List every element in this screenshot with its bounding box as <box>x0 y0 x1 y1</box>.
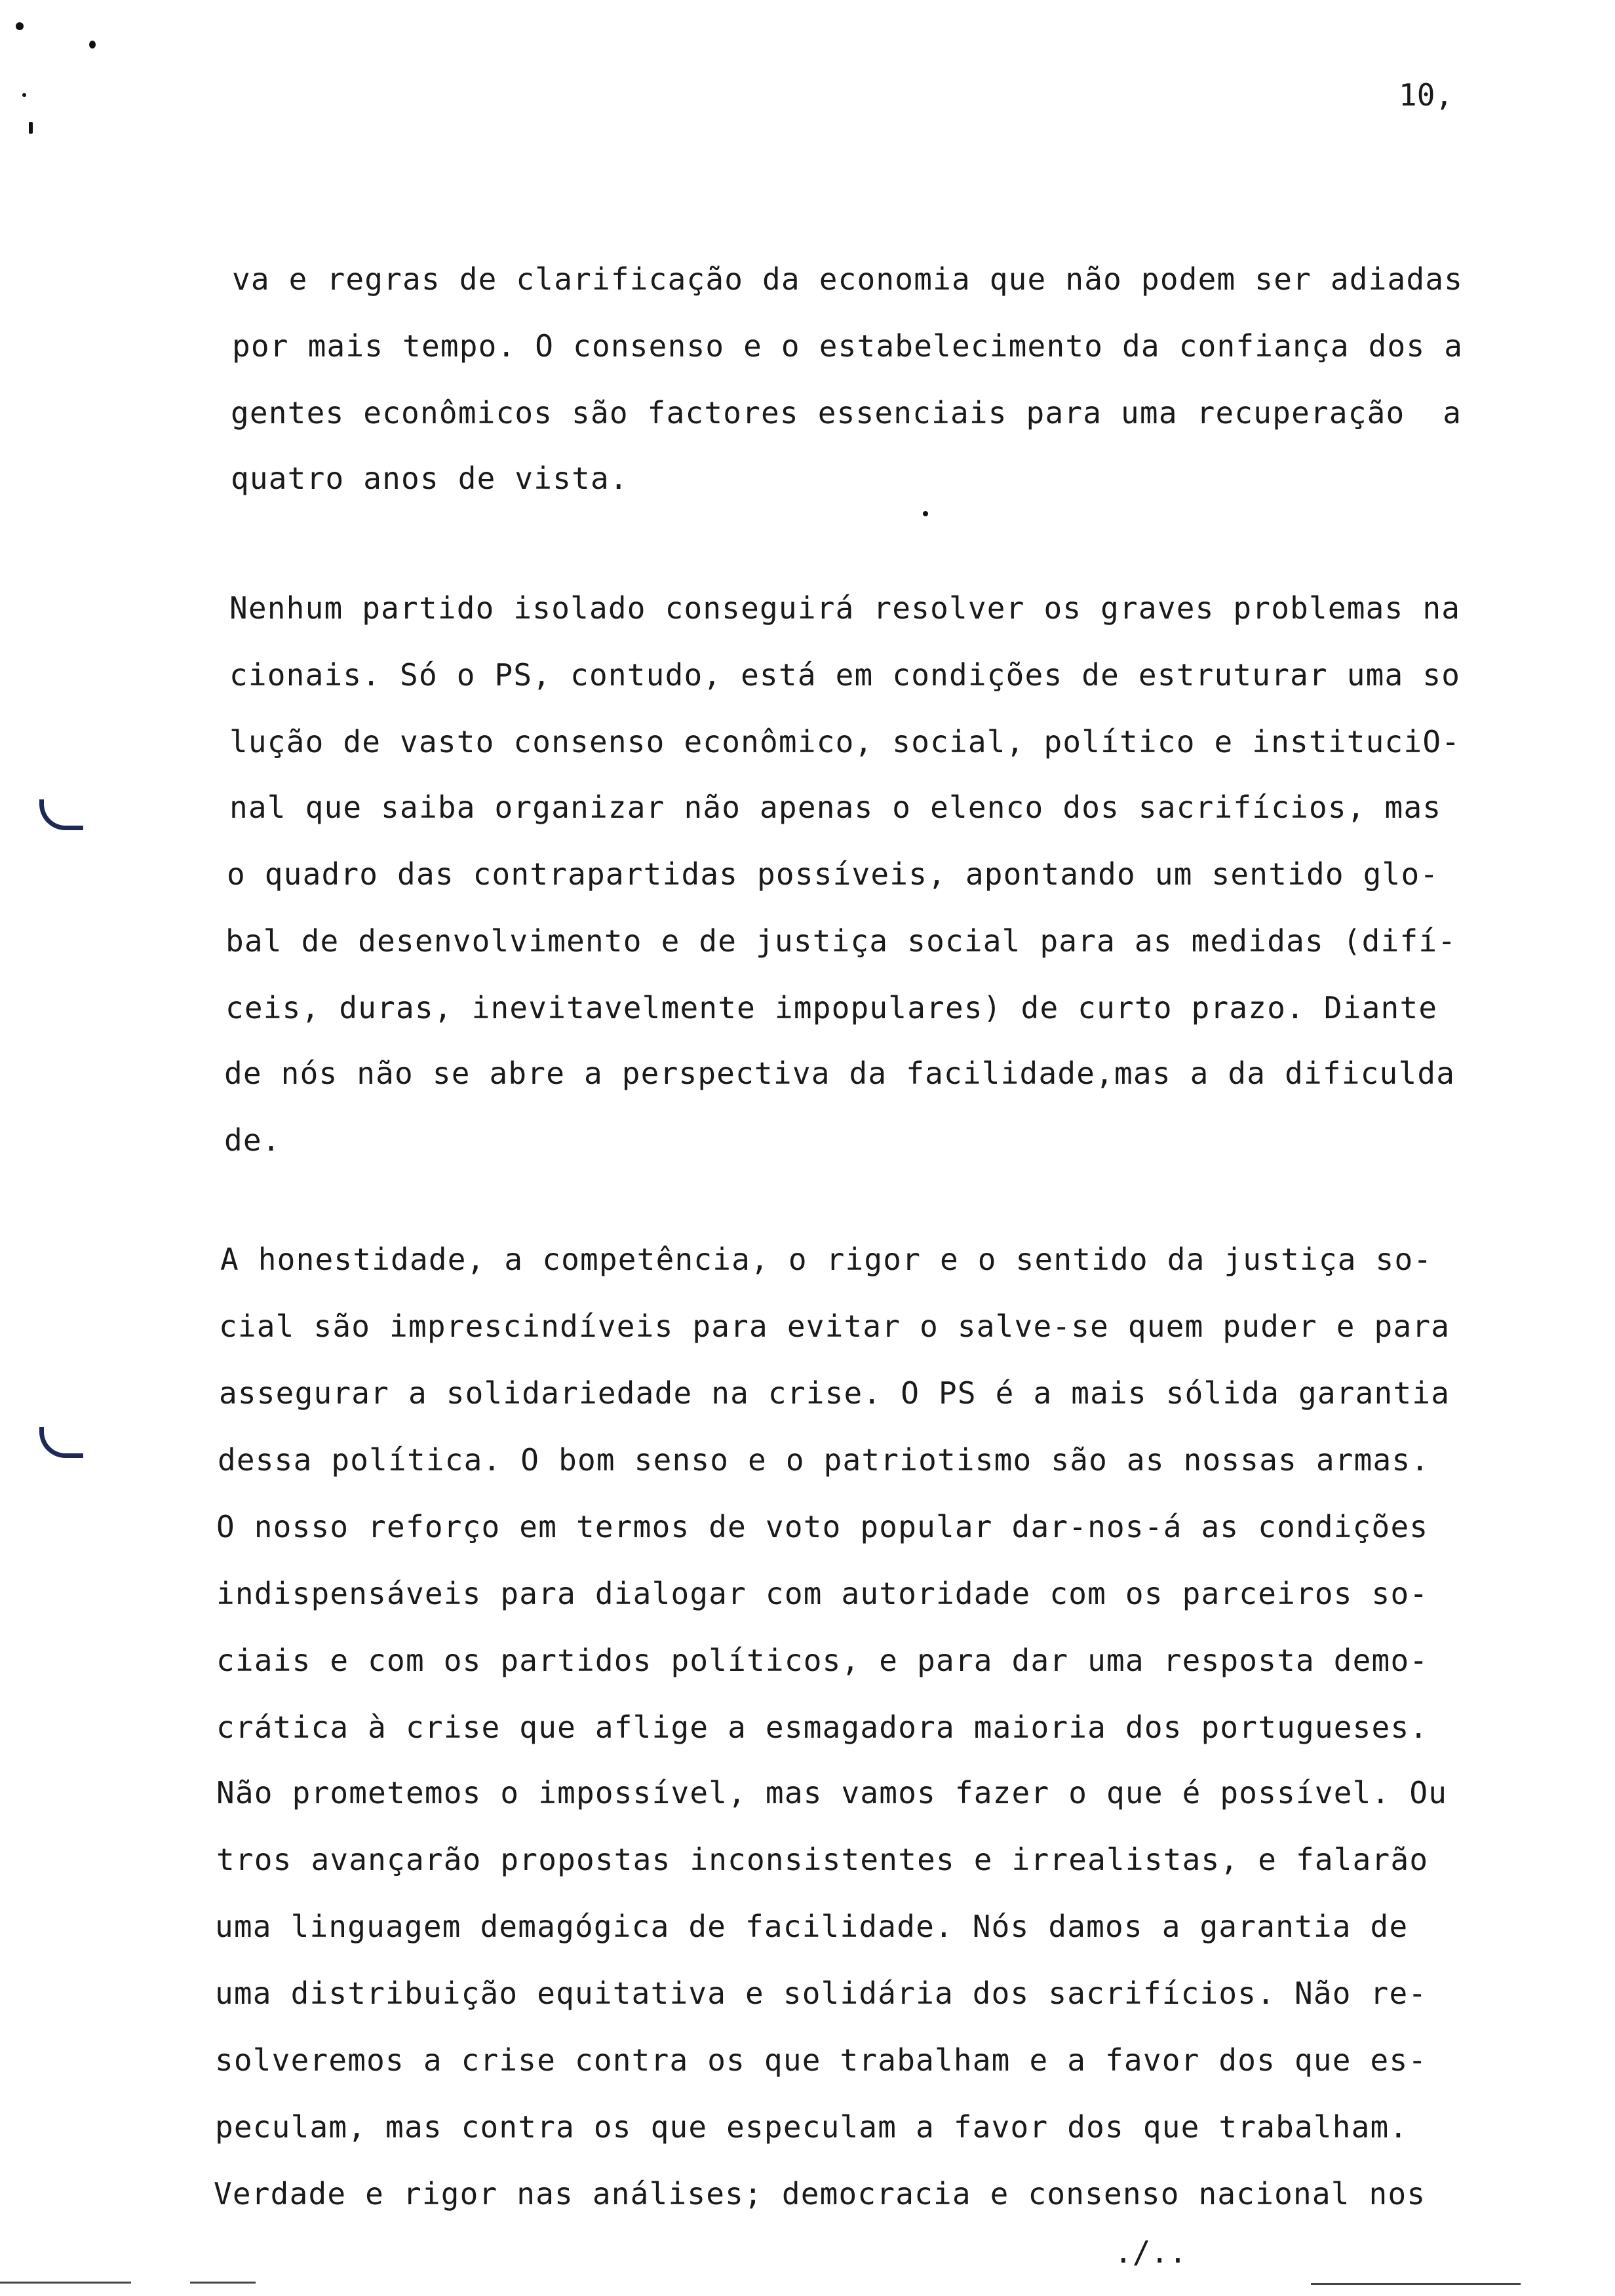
text-line: tros avançarão propostas inconsistentes e irrealistas, e falarão <box>216 1842 1429 1877</box>
text-line: assegurar a solidariedade na crise. O PS é a mais sólida garantia <box>219 1375 1450 1411</box>
text-line: de. <box>224 1122 281 1158</box>
text-line: indispensáveis para dialogar com autoridade com os parceiros so- <box>216 1576 1429 1611</box>
scan-dot <box>16 22 24 30</box>
scan-edge-line <box>190 2282 256 2284</box>
text-line: uma distribuição equitativa e solidária dos sacrifícios. Não re- <box>215 1976 1428 2011</box>
text-line: quatro anos de vista. <box>231 461 629 496</box>
text-line: Verdade e rigor nas análises; democracia e consenso nacional nos <box>214 2176 1426 2211</box>
text-line: cial são imprescindíveis para evitar o salve-se quem puder e para <box>219 1309 1450 1344</box>
text-line: Não prometemos o impossível, mas vamos fazer o que é possível. Ou <box>216 1775 1448 1810</box>
text-line: ceis, duras, inevitavelmente impopulares) de curto prazo. Diante <box>225 990 1438 1025</box>
scan-dot <box>89 41 96 48</box>
text-line: de nós não se abre a perspectiva da facilidade,mas a da dificulda <box>224 1056 1456 1091</box>
scan-edge-line <box>0 2282 131 2284</box>
scan-edge-line <box>1311 2283 1521 2285</box>
text-line: por mais tempo. O consenso e o estabelecimento da confiança dos a <box>232 328 1464 364</box>
text-line: gentes econômicos são factores essenciais para uma recuperação a <box>231 395 1462 430</box>
text-line: lução de vasto consenso econômico, social, político e instituciO- <box>229 724 1461 759</box>
text-line: cionais. Só o PS, contudo, está em condições de estruturar uma so <box>229 657 1461 693</box>
text-line: Nenhum partido isolado conseguirá resolver os graves problemas na <box>229 590 1461 626</box>
continuation-mark: ./.. <box>1114 2234 1187 2270</box>
text-line: ciais e com os partidos políticos, e para dar uma resposta demo- <box>216 1643 1429 1678</box>
text-line: dessa política. O bom senso e o patriotismo são as nossas armas. <box>218 1442 1430 1478</box>
text-line: peculam, mas contra os que especulam a favor dos que trabalham. <box>215 2109 1409 2145</box>
page-number: 10, <box>1399 77 1454 113</box>
text-line: nal que saiba organizar não apenas o elenco dos sacrifícios, mas <box>229 790 1442 825</box>
text-line: bal de desenvolvimento e de justiça social para as medidas (difí- <box>225 923 1457 959</box>
text-line: crática à crise que aflige a esmagadora maioria dos portugueses. <box>216 1710 1429 1745</box>
binder-hole-mark <box>39 799 83 830</box>
text-line: solveremos a crise contra os que trabalham e a favor dos que es- <box>215 2042 1428 2078</box>
text-line: va e regras de clarificação da economia que não podem ser adiadas <box>232 261 1464 297</box>
text-line: uma linguagem demagógica de facilidade. Nós damos a garantia de <box>215 1909 1409 1944</box>
text-line: A honestidade, a competência, o rigor e o sentido da justiça so- <box>220 1242 1433 1277</box>
scan-dot <box>29 122 33 134</box>
binder-hole-mark <box>39 1427 83 1458</box>
text-line: o quadro das contrapartidas possíveis, apontando um sentido glo- <box>227 856 1439 892</box>
text-line: O nosso reforço em termos de voto popular dar-nos-á as condições <box>216 1509 1429 1544</box>
scan-dot <box>22 93 26 97</box>
scan-dot <box>923 511 928 516</box>
